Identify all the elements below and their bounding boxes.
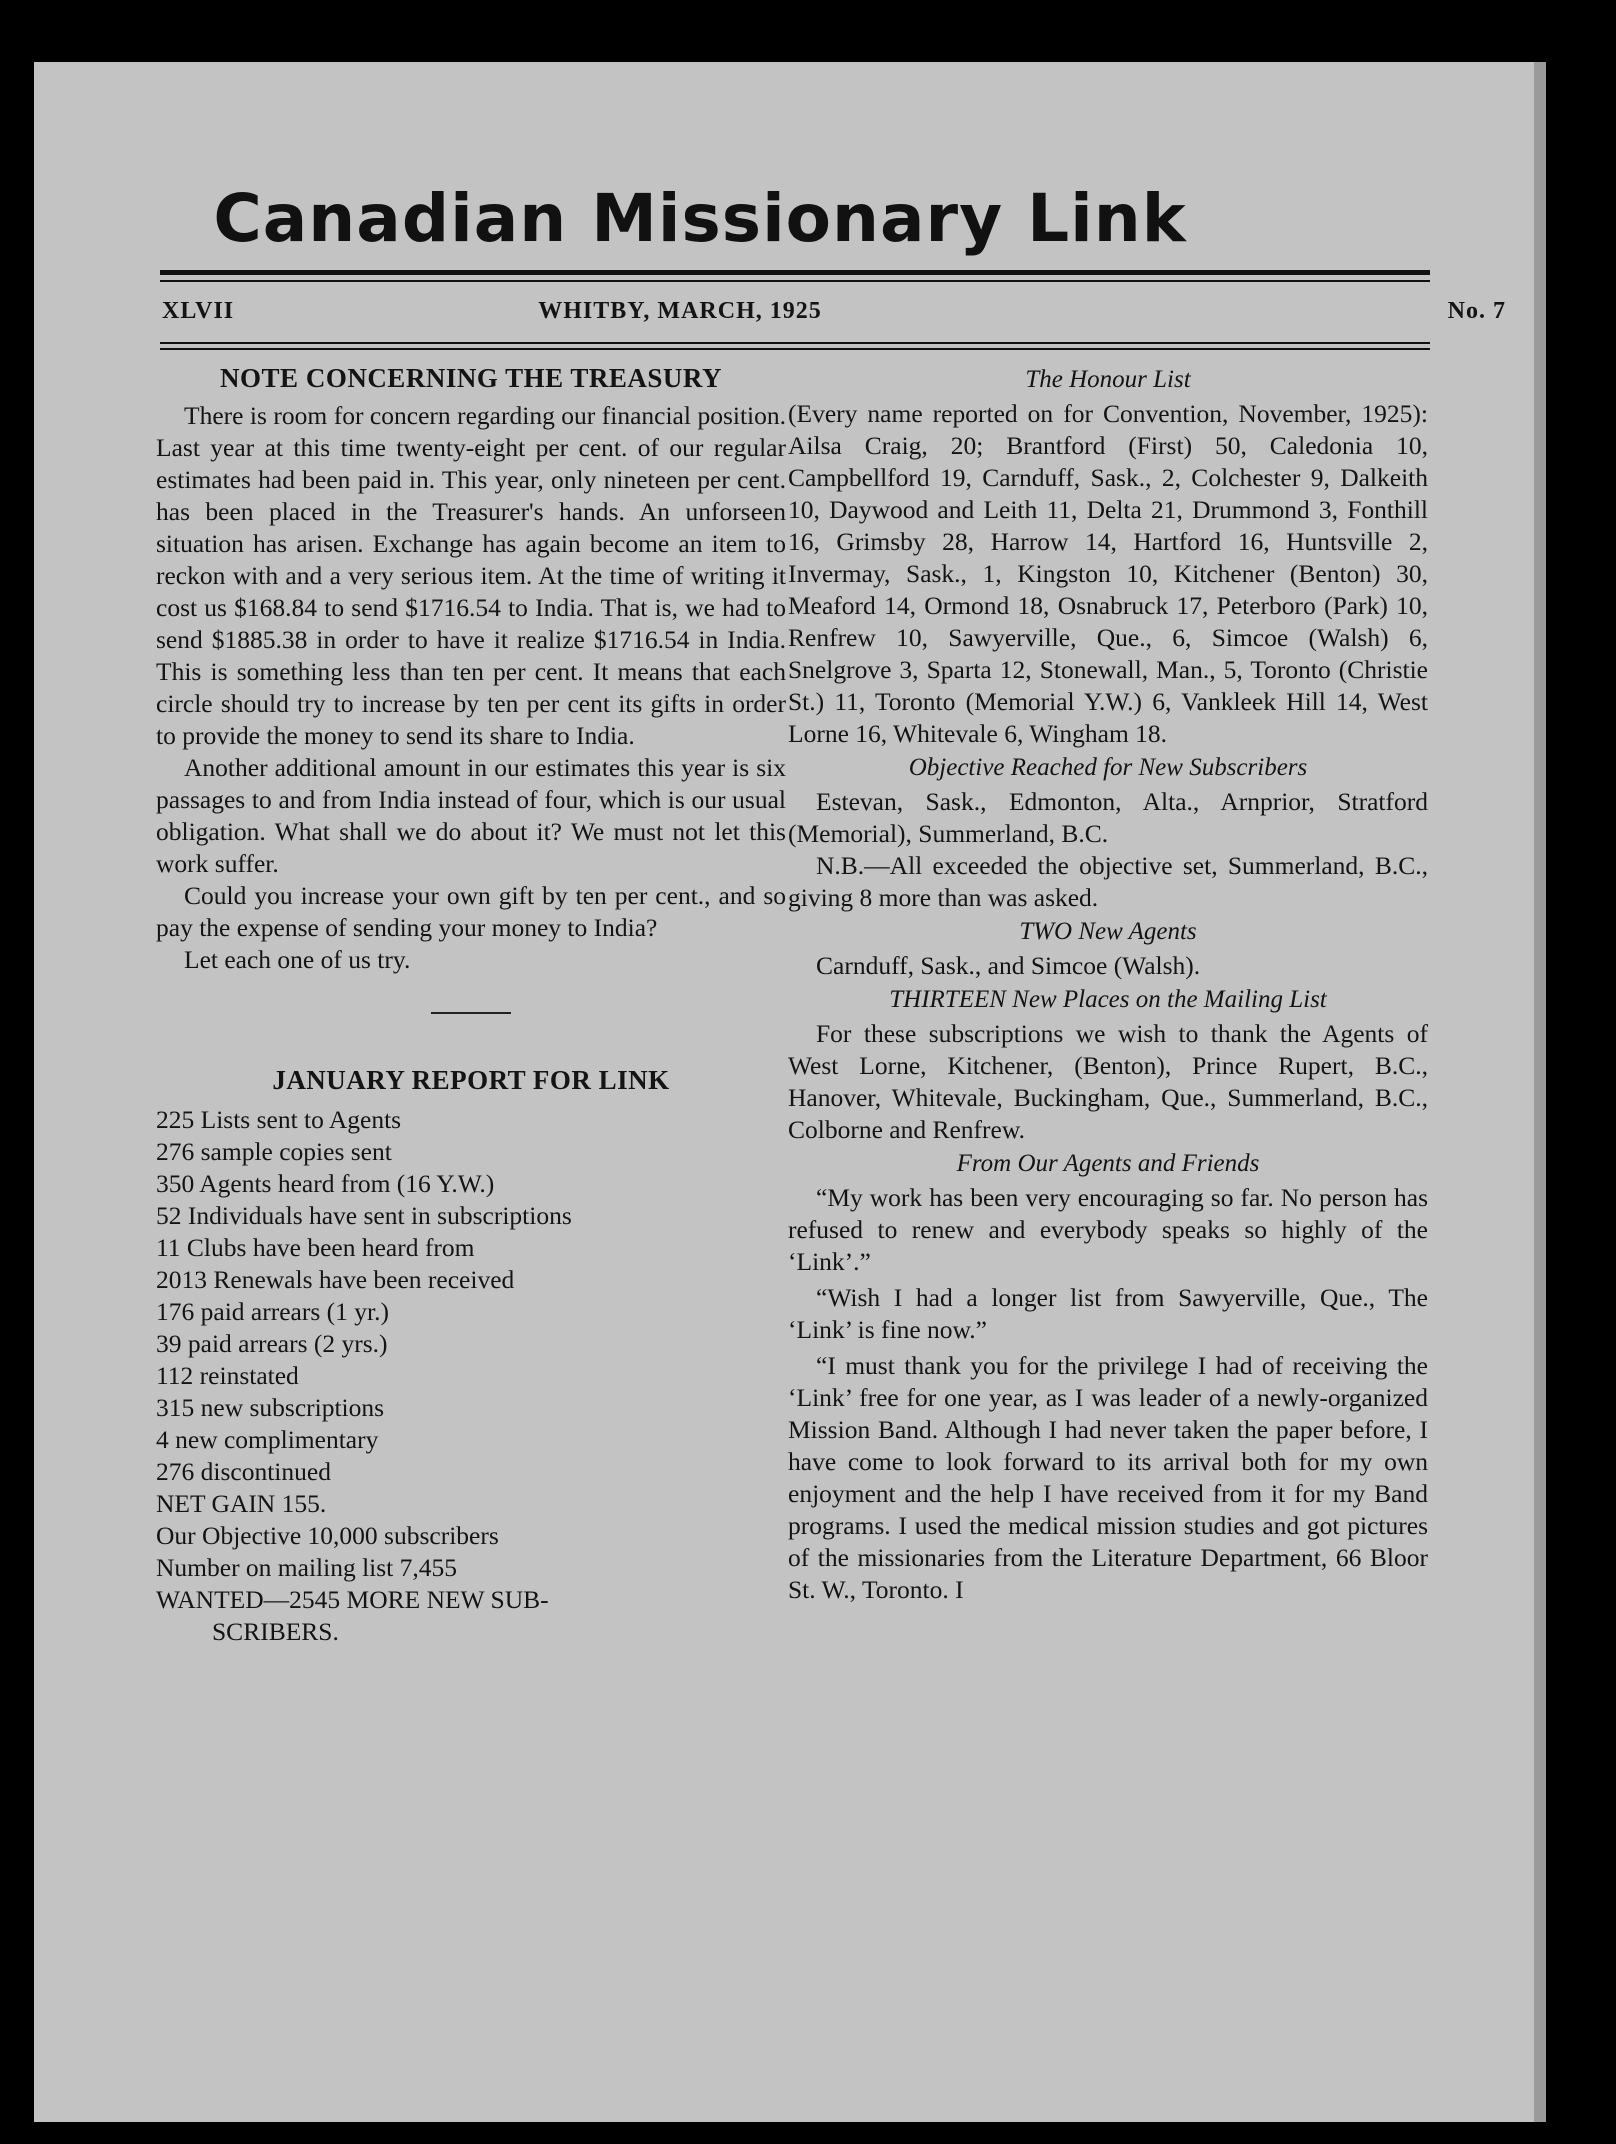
report-item: 2013 Renewals have been received (156, 1265, 515, 1294)
masthead-title: Canadian Missionary Link (213, 180, 1187, 257)
report-item: NET GAIN 155. (156, 1489, 327, 1518)
left-column (156, 362, 786, 1648)
section-divider (431, 1012, 511, 1014)
report-item: 276 discontinued (156, 1457, 331, 1486)
masthead-rule-thin (160, 280, 1430, 282)
report-item: 176 paid arrears (1 yr.) (156, 1297, 389, 1326)
treasury-paragraph: Could you increase your own gift by ten per cent., and so pay the expense of sending your money to India? (156, 881, 786, 942)
masthead-rule-thick (160, 270, 1430, 275)
report-item: 315 new subscriptions (156, 1393, 385, 1422)
treasury-paragraph: Another additional amount in our estimates this year is six passages to and from India instead of four, which is our usual obligation. What shall we do about it? We must not let this work suffer. (156, 753, 786, 878)
new-agents-heading: TWO New Agents (1019, 918, 1197, 945)
mailing-list-text: For these subscriptions we wish to thank the Agents of West Lorne, Kitchener, (Benton), Prince Rupert, B.C., Hanover, Whitevale, Buckingham, Que., Summerland, B.C., Colborne and Renfrew. (788, 1019, 1428, 1144)
new-agents-text: Carnduff, Sask., and Simcoe (Walsh). (816, 951, 1201, 980)
report-item: 11 Clubs have been heard from (156, 1233, 475, 1262)
treasury-paragraph: Let each one of us try. (184, 945, 411, 974)
issue-rule-lower (160, 348, 1430, 350)
objective-text: Estevan, Sask., Edmonton, Alta., Arnprior, Stratford (Memorial), Summerland, B.C. (788, 787, 1428, 848)
report-item: 350 Agents heard from (16 Y.W.) (156, 1169, 495, 1198)
wanted-line: WANTED—2545 MORE NEW SUB- (156, 1585, 549, 1614)
report-item: 4 new complimentary (156, 1425, 379, 1454)
report-item: Our Objective 10,000 subscribers (156, 1521, 499, 1550)
issue-volume: XLVII (162, 298, 235, 324)
mailing-list-heading: THIRTEEN New Places on the Mailing List (889, 986, 1327, 1013)
report-item: 276 sample copies sent (156, 1137, 392, 1166)
treasury-paragraph: There is room for concern regarding our financial position. Last year at this time twenty-eight per cent. of our regular estimates had been paid in. This year, only nineteen per cent. has been placed in the Treasurer's hands. An unforseen situation has arisen. Exchange has again become an item to reckon with and a very serious item. At the time of writing it cost us $168.84 to send $1716.54 to India. That is, we had to send $1885.38 in order to have it realize $1716.54 in India. This is something less than ten per cent. It means that each circle should try to increase by ten per cent its gifts in order to provide the money to send its share to India. (156, 401, 786, 750)
treasury-heading: NOTE CONCERNING THE TREASURY (220, 363, 722, 393)
report-list (156, 1104, 786, 1584)
wanted-line-continued: SCRIBERS. (212, 1617, 339, 1646)
friends-heading: From Our Agents and Friends (956, 1150, 1260, 1177)
honour-list-text: (Every name reported on for Convention, November, 1925): Ailsa Craig, 20; Brantford (First) 50, Caledonia 10, Campbellford 19, Carnduff, Sask., 2, Colchester 9, Dalkeith 10, Daywood and Leith 11, Delta 21, Drummond 3, Fonthill 16, Grimsby 28, Harrow 14, Hartford 16, Huntsville 2, Invermay, Sask., 1, Kingston 10, Kitchener (Benton) 30, Meaford 14, Ormond 18, Osnabruck 17, Peterboro (Park) 10, Renfrew 10, Sawyerville, Que., 6, Simcoe (Walsh) 6, Snelgrove 3, Sparta 12, Stonewall, Man., 5, Toronto (Christie St.) 11, Toronto (Memorial Y.W.) 6, Vankleek Hill 14, West Lorne 16, Whitevale 6, Wingham 18. (788, 399, 1428, 748)
friends-quote: “I must thank you for the privilege I had of receiving the ‘Link’ free for one year, as I was leader of a newly-organized Mission Band. Although I had never taken the paper before, I have come to look forward to its arrival both for my own enjoyment and the help I have received from it for my Band programs. I used the medical mission studies and got pictures of the missionaries from the Literature Department, 66 Bloor St. W., Toronto. I (788, 1351, 1428, 1604)
report-item: 52 Individuals have sent in subscriptions (156, 1201, 572, 1230)
report-item: Number on mailing list 7,455 (156, 1553, 458, 1582)
honour-list-heading: The Honour List (1025, 366, 1191, 393)
report-item: 112 reinstated (156, 1361, 299, 1390)
objective-heading: Objective Reached for New Subscribers (908, 754, 1308, 781)
issue-place-date: WHITBY, MARCH, 1925 (538, 298, 822, 324)
friends-quote: “Wish I had a longer list from Sawyerville, Que., The ‘Link’ is fine now.” (788, 1283, 1428, 1344)
objective-note: N.B.—All exceeded the objective set, Summerland, B.C., giving 8 more than was asked. (788, 851, 1428, 912)
adjacent-page-edge (1534, 62, 1546, 2122)
report-item: 39 paid arrears (2 yrs.) (156, 1329, 388, 1358)
right-column (788, 362, 1428, 1606)
issue-number: No. 7 (1447, 298, 1506, 324)
report-item: 225 Lists sent to Agents (156, 1105, 402, 1134)
friends-quote: “My work has been very encouraging so far. No person has refused to renew and everybody speaks so highly of the ‘Link’.” (788, 1183, 1428, 1276)
report-heading: JANUARY REPORT FOR LINK (272, 1065, 670, 1095)
issue-rule-upper (160, 342, 1430, 344)
